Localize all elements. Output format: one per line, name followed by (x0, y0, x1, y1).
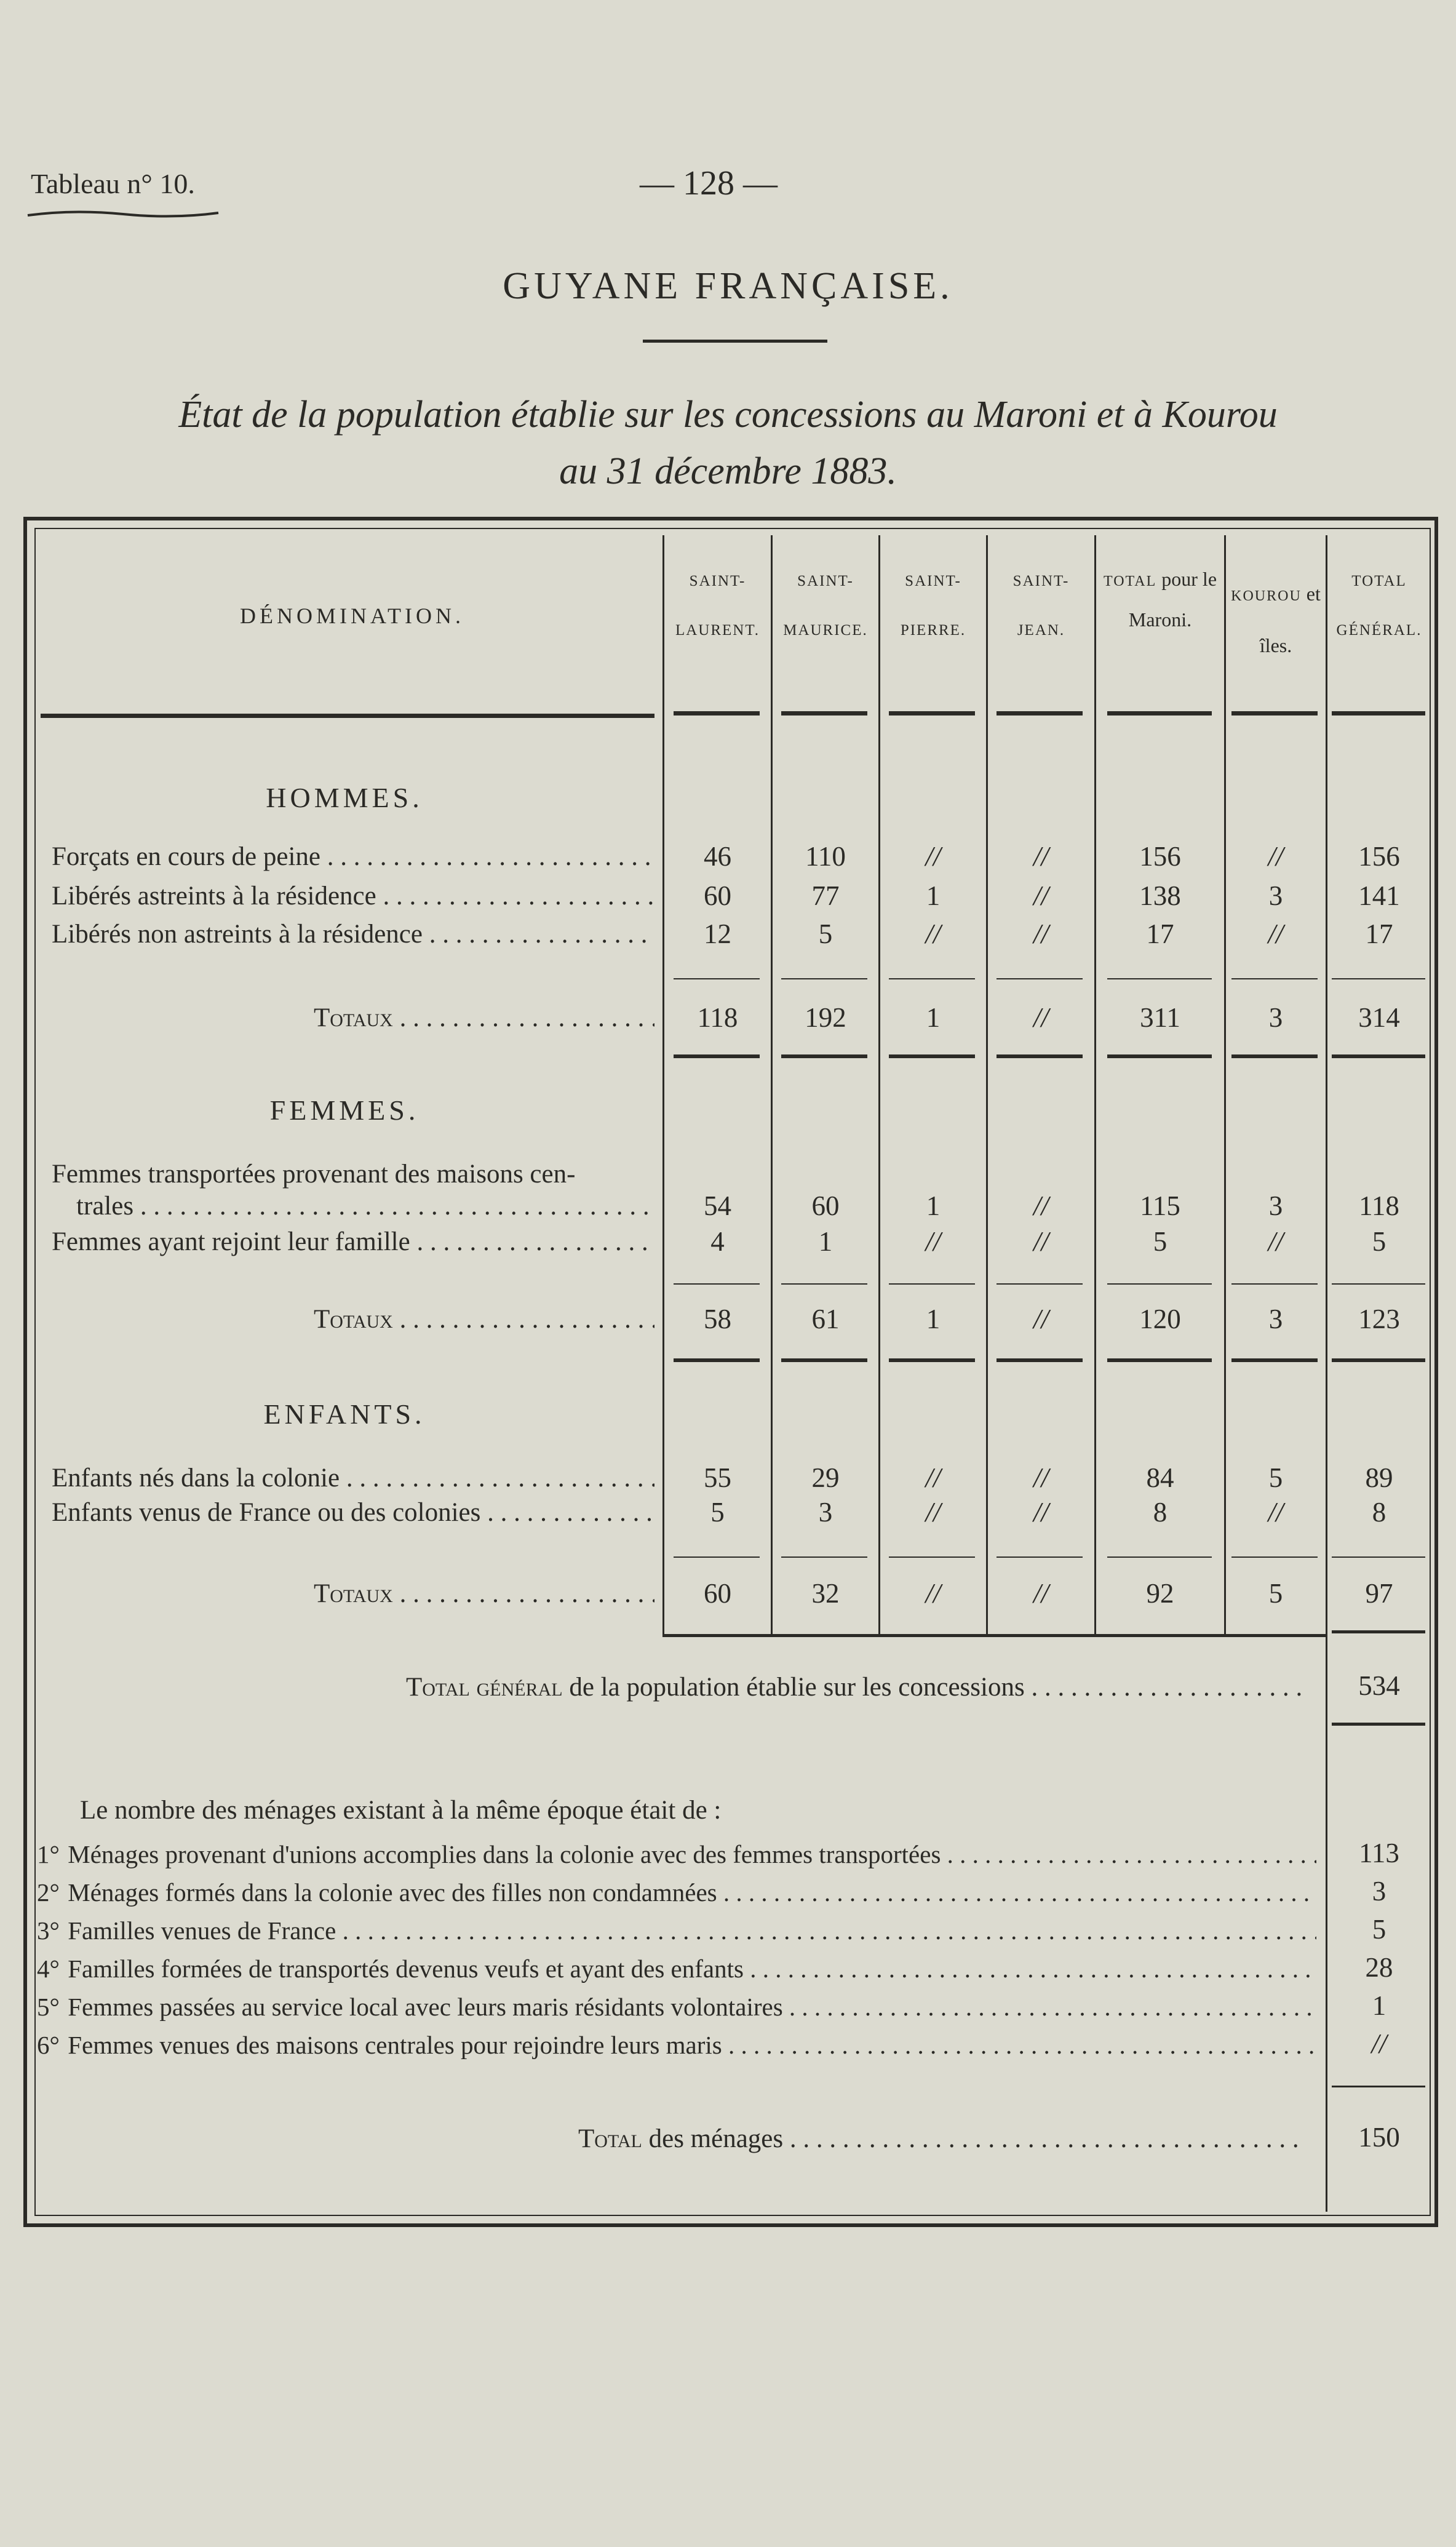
table-cell: // (925, 1226, 941, 1257)
row-label-text: trales (76, 1192, 134, 1221)
table-cell: 1 (818, 1226, 833, 1257)
subtotal-rule (674, 978, 760, 979)
col-divider (1326, 535, 1327, 2212)
column-header-line: le Maroni. (1128, 568, 1217, 631)
subtotal-rule (1332, 1556, 1425, 1558)
table-cell: // (1033, 1190, 1049, 1221)
totals-cell: // (1033, 1578, 1049, 1609)
subtotal-rule (889, 1556, 975, 1558)
column-header-total-maroni (1096, 560, 1224, 639)
totals-cell: 123 (1358, 1304, 1400, 1334)
menages-total-label-rest: des ménages (648, 2124, 784, 2153)
table-cell: // (1033, 880, 1049, 911)
subtotal-rule (889, 1283, 975, 1285)
menages-item-label: Ménages provenant d'unions accomplies dans la colonie avec des femmes transportées (68, 1840, 941, 1868)
subtotal-rule (1231, 1556, 1318, 1558)
menages-item (37, 1992, 1316, 2022)
row-label (52, 919, 654, 949)
subtotal-rule (674, 1556, 760, 1558)
header-rule (781, 711, 867, 715)
decorative-swash (25, 208, 221, 221)
row-label-text: Libérés astreints à la résidence (52, 882, 376, 911)
table-cell: // (925, 1462, 941, 1493)
column-header-saint-maurice (773, 557, 878, 655)
totals-cell: 58 (704, 1304, 731, 1334)
table-cell: // (1033, 841, 1049, 872)
table-cell: 5 (1268, 1462, 1283, 1493)
column-header-line: SAINT- (797, 573, 854, 589)
totals-rule (997, 1358, 1083, 1362)
menages-total-label-sc: Total (578, 2124, 642, 2153)
column-header-line: PIERRE. (900, 622, 966, 639)
column-header-denomination: DÉNOMINATION. (240, 604, 464, 628)
menages-item-number: 2° (37, 1878, 60, 1907)
row-label (52, 842, 654, 872)
column-header-line: MAURICE. (783, 622, 868, 639)
column-header-saint-laurent (664, 557, 771, 655)
subtotal-rule (781, 978, 867, 979)
table-cell: // (1268, 919, 1284, 949)
table-cell: 156 (1139, 841, 1181, 872)
header-rule (41, 714, 654, 718)
totals-rule (1332, 1358, 1425, 1362)
totals-label (314, 1304, 654, 1334)
subtotal-rule (1231, 978, 1318, 979)
table-cell: 5 (710, 1497, 725, 1528)
row-label-continuation (76, 1191, 654, 1221)
menages-item-value: 113 (1359, 1838, 1399, 1868)
subtotal-rule (997, 978, 1083, 979)
column-header-line: TOTAL (1103, 573, 1157, 589)
totals-cell: 192 (805, 1002, 846, 1033)
menages-item (37, 1840, 1316, 1869)
totals-rule (781, 1358, 867, 1362)
header-rule (1107, 711, 1212, 715)
column-header-kourou (1226, 569, 1326, 670)
subtotal-rule (1107, 978, 1212, 979)
row-label (52, 881, 654, 911)
column-header-total-general (1327, 557, 1431, 655)
table-cell: 141 (1358, 880, 1400, 911)
column-header-line: SAINT- (689, 573, 746, 589)
subtitle-line-2: au 31 décembre 1883. (559, 450, 897, 492)
totals-rule (1231, 1054, 1318, 1058)
table-cell: 60 (811, 1190, 840, 1221)
table-cell: 54 (704, 1190, 731, 1221)
menages-item-number: 5° (37, 1993, 60, 2021)
subtotal-rule (1107, 1283, 1212, 1285)
table-cell: 156 (1358, 841, 1400, 872)
table-cell: // (1033, 919, 1049, 949)
table-cell: 3 (818, 1497, 833, 1528)
row-label: Femmes transportées provenant des maisons cen- (52, 1160, 576, 1189)
menages-item-number: 3° (37, 1916, 60, 1945)
totals-cell: // (925, 1578, 941, 1609)
title-divider (643, 340, 827, 343)
table-cell: 5 (1372, 1226, 1386, 1257)
table-cell: 138 (1139, 880, 1181, 911)
grand-total-label-rest: de la population établie sur les concessions (569, 1673, 1025, 1702)
menages-item (37, 2030, 1316, 2060)
table-cell: 3 (1268, 880, 1283, 911)
table-cell: 110 (805, 841, 846, 872)
menages-intro: Le nombre des ménages existant à la même époque était de : (80, 1796, 722, 1825)
table-cell: 12 (704, 919, 731, 949)
totals-cell: // (1033, 1304, 1049, 1334)
subtotal-rule (1231, 1283, 1318, 1285)
totals-rule (674, 1054, 760, 1058)
grand-total-value: 534 (1358, 1670, 1400, 1701)
header-rule (997, 711, 1083, 715)
table-cell: // (925, 841, 941, 872)
totals-cell: 97 (1365, 1578, 1393, 1609)
menages-item-value: 5 (1372, 1914, 1386, 1945)
table-cell: // (1268, 1226, 1284, 1257)
totals-cell: 61 (811, 1304, 840, 1334)
menages-total-label (578, 2124, 1304, 2154)
totals-label (314, 1579, 654, 1609)
totals-cell: 118 (697, 1002, 738, 1033)
menages-item-label: Familles formées de transportés devenus veufs et ayant des enfants (68, 1955, 744, 1983)
row-label-text: Enfants venus de France ou des colonies (52, 1498, 481, 1527)
table-cell: 8 (1372, 1497, 1386, 1528)
grand-total-label (406, 1672, 1304, 1702)
totals-cell: 5 (1268, 1578, 1283, 1609)
subtotal-rule (781, 1556, 867, 1558)
row-label (52, 1227, 654, 1257)
section-heading-enfants: ENFANTS. (263, 1398, 426, 1430)
totals-cell: 92 (1146, 1578, 1174, 1609)
totals-rule (1107, 1358, 1212, 1362)
menages-total-rule (1332, 2086, 1425, 2087)
table-cell: 1 (926, 1190, 941, 1221)
table-cell: 46 (704, 841, 731, 872)
totals-cell: // (1033, 1002, 1049, 1033)
column-header-line: SAINT- (905, 573, 961, 589)
totals-label-text: Totaux (314, 1003, 393, 1032)
header-rule (1231, 711, 1318, 715)
section-heading-hommes: HOMMES. (266, 782, 423, 813)
totals-label-text: Totaux (314, 1579, 393, 1608)
totals-cell: 32 (811, 1578, 840, 1609)
subtotal-rule (997, 1283, 1083, 1285)
subtotal-rule (781, 1283, 867, 1285)
row-label-text: Libérés non astreints à la résidence (52, 920, 423, 949)
totals-rule (1231, 1358, 1318, 1362)
grand-total-label-sc: Total général (406, 1673, 563, 1702)
table-cell: 3 (1268, 1190, 1283, 1221)
totals-cell: 1 (926, 1002, 941, 1033)
totals-rule (997, 1054, 1083, 1058)
menages-item (37, 1878, 1316, 1907)
menages-item-value: 3 (1372, 1876, 1386, 1907)
totals-label-text: Totaux (314, 1305, 393, 1334)
grand-total-bottom-rule (1332, 1723, 1425, 1726)
subtotal-rule (889, 978, 975, 979)
table-cell: 84 (1146, 1462, 1174, 1493)
table-cell: 89 (1365, 1462, 1393, 1493)
column-header-line: LAURENT. (675, 622, 760, 639)
column-header-line: GÉNÉRAL. (1336, 622, 1422, 639)
table-cell: 8 (1153, 1497, 1168, 1528)
totals-rule (889, 1054, 975, 1058)
table-cell: 17 (1146, 919, 1174, 949)
table-cell: 118 (1359, 1190, 1399, 1221)
column-header-line: TOTAL (1351, 573, 1407, 589)
table-cell: 5 (818, 919, 833, 949)
menages-total-value: 150 (1358, 2122, 1400, 2153)
column-header-saint-jean (988, 557, 1094, 655)
totals-cell: 311 (1140, 1002, 1180, 1033)
page-number: — 128 — (640, 164, 778, 202)
table-cell: 17 (1365, 919, 1393, 949)
column-header-saint-pierre (880, 557, 986, 655)
subtitle-line-1: État de la population établie sur les concessions au Maroni et à Kourou (178, 394, 1278, 436)
menages-item-label: Familles venues de France (68, 1916, 336, 1945)
totals-label (314, 1003, 654, 1033)
column-header-line: et îles. (1259, 583, 1321, 656)
row-label-text: Forçats en cours de peine (52, 842, 321, 871)
grid-bottom-rule (662, 1634, 1327, 1637)
menages-item-value: // (1371, 2028, 1387, 2059)
grand-total-top-rule (1332, 1630, 1425, 1633)
menages-item-value: 28 (1365, 1952, 1393, 1983)
table-number: Tableau n° 10. (31, 168, 195, 199)
totals-rule (1107, 1054, 1212, 1058)
table-cell: 55 (704, 1462, 731, 1493)
menages-item-number: 6° (37, 2031, 60, 2059)
subtotal-rule (1107, 1556, 1212, 1558)
page-subtitle (92, 386, 1364, 500)
subtotal-rule (997, 1556, 1083, 1558)
table-cell: // (925, 919, 941, 949)
column-header-line: SAINT- (1012, 573, 1070, 589)
totals-cell: 3 (1268, 1304, 1283, 1334)
table-cell: 5 (1153, 1226, 1168, 1257)
totals-cell: 314 (1358, 1002, 1400, 1033)
table-cell: // (925, 1497, 941, 1528)
totals-rule (1332, 1054, 1425, 1058)
column-header-line: pour (1161, 568, 1198, 590)
totals-cell: 1 (926, 1304, 941, 1334)
subtotal-rule (1332, 978, 1425, 979)
totals-rule (674, 1358, 760, 1362)
table-cell: // (1033, 1226, 1049, 1257)
totals-cell: 60 (704, 1578, 731, 1609)
page-title: GUYANE FRANÇAISE. (503, 265, 953, 307)
column-header-line: KOUROU (1231, 588, 1302, 604)
table-cell: 1 (926, 880, 941, 911)
header-rule (1332, 711, 1425, 715)
menages-item-value: 1 (1372, 1990, 1386, 2021)
header-rule (674, 711, 760, 715)
menages-item-number: 4° (37, 1955, 60, 1983)
row-label-text: Femmes ayant rejoint leur famille (52, 1227, 410, 1256)
table-cell: // (1033, 1462, 1049, 1493)
row-label (52, 1463, 654, 1493)
menages-item-number: 1° (37, 1840, 60, 1868)
menages-item-label: Ménages formés dans la colonie avec des filles non condamnées (68, 1878, 717, 1907)
menages-item (37, 1916, 1316, 1945)
subtotal-rule (674, 1283, 760, 1285)
table-cell: 115 (1140, 1190, 1180, 1221)
row-label-text: Enfants nés dans la colonie (52, 1464, 340, 1493)
menages-item-label: Femmes passées au service local avec leurs maris résidants volontaires (68, 1993, 783, 2021)
subtotal-rule (1332, 1283, 1425, 1285)
totals-cell: 3 (1268, 1002, 1283, 1033)
menages-item-label: Femmes venues des maisons centrales pour rejoindre leurs maris (68, 2031, 722, 2059)
table-cell: 60 (704, 880, 731, 911)
row-label (52, 1497, 654, 1528)
header-rule (889, 711, 975, 715)
menages-item (37, 1954, 1316, 1983)
totals-cell: 120 (1139, 1304, 1181, 1334)
table-cell: // (1268, 841, 1284, 872)
totals-rule (889, 1358, 975, 1362)
totals-rule (781, 1054, 867, 1058)
table-cell: 77 (811, 880, 840, 911)
section-heading-femmes: FEMMES. (269, 1094, 420, 1126)
column-header-line: JEAN. (1017, 622, 1065, 639)
table-cell: // (1268, 1497, 1284, 1528)
table-cell: 29 (811, 1462, 840, 1493)
table-cell: 4 (710, 1226, 725, 1257)
table-cell: // (1033, 1497, 1049, 1528)
